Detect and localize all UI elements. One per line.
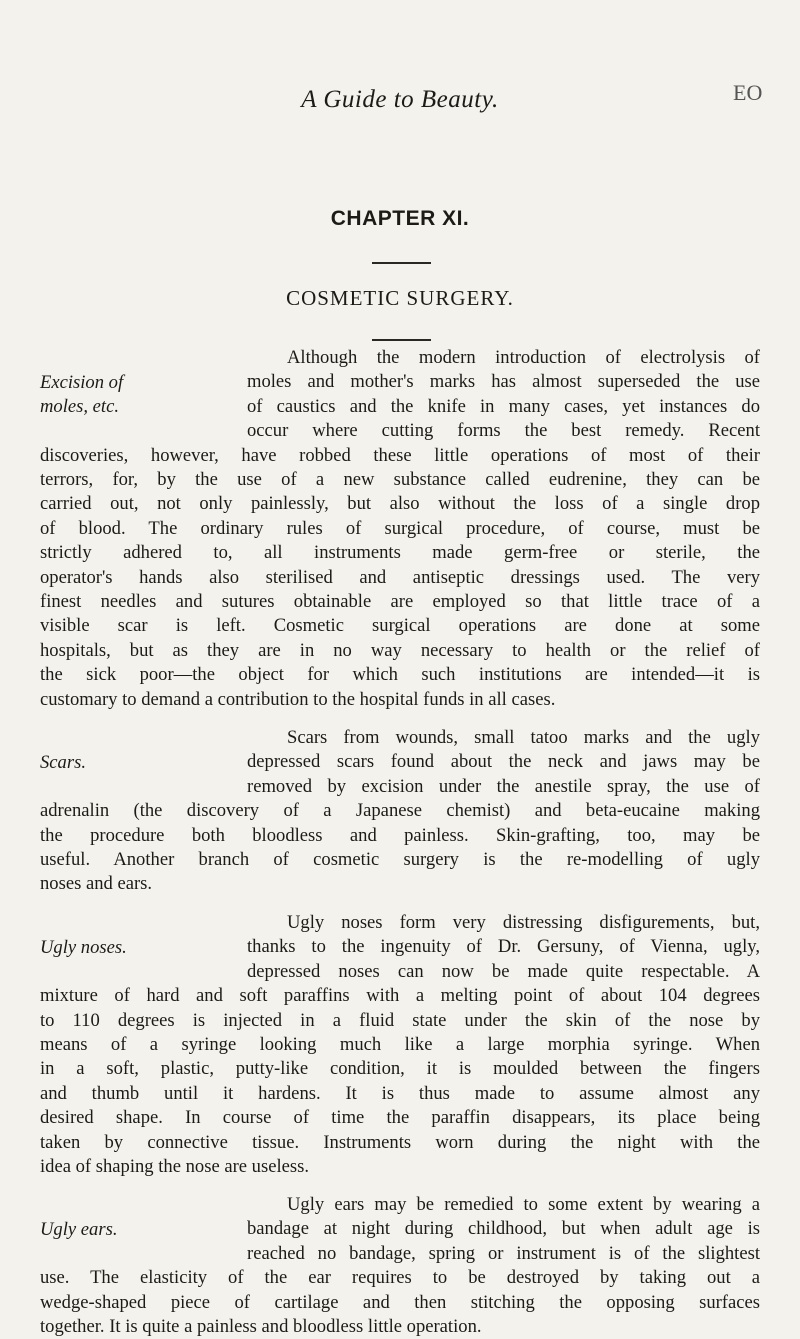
text-line: discoveries, however, have robbed these little operations of most of their bbox=[40, 444, 760, 466]
text-line: use. The elasticity of the ear requires to be destroyed by taking out a bbox=[40, 1267, 760, 1289]
chapter-title: CHAPTER XI. bbox=[330, 207, 470, 230]
text-line: together. It is quite a painless and bloodless little operation. bbox=[40, 1316, 482, 1338]
text-line: adrenalin (the discovery of a Japanese chemist) and beta-eucaine making bbox=[40, 800, 760, 822]
text-line: and thumb until it hardens. It is thus made to assume almost any bbox=[40, 1082, 760, 1104]
text-line: of blood. The ordinary rules of surgical procedure, of course, must be bbox=[40, 517, 760, 539]
text-line: the procedure both bloodless and painless. Skin-grafting, too, may be bbox=[40, 824, 760, 846]
text-line: Scars from wounds, small tatoo marks and the ugly bbox=[287, 727, 760, 748]
text-line: occur where cutting forms the best remedy. Recent bbox=[247, 420, 760, 442]
text-line: hospitals, but as they are in no way necessary to health or the relief of bbox=[40, 639, 760, 661]
side-label: moles, etc. bbox=[40, 396, 119, 417]
text-line: Although the modern introduction of electrolysis of bbox=[287, 347, 760, 368]
divider-rule bbox=[372, 262, 431, 264]
text-line: of caustics and the knife in many cases, yet instances do bbox=[247, 395, 760, 417]
paragraph-ugly-ears bbox=[40, 1193, 760, 1339]
side-label: Scars. bbox=[40, 752, 86, 773]
text-line: strictly adhered to, all instruments made germ-free or sterile, the bbox=[40, 542, 760, 564]
paragraph-ugly-noses bbox=[40, 911, 760, 1179]
text-line: desired shape. In course of time the paraffin disappears, its place being bbox=[40, 1107, 760, 1129]
side-label: Excision of bbox=[40, 372, 124, 393]
text-line: idea of shaping the nose are useless. bbox=[40, 1156, 310, 1178]
text-line: Ugly noses form very distressing disfigurements, but, bbox=[287, 912, 760, 933]
text-line: moles and mother's marks has almost superseded the use bbox=[247, 371, 760, 393]
text-line: wedge-shaped piece of cartilage and then stitching the opposing surfaces bbox=[40, 1291, 760, 1313]
text-line: means of a syringe looking much like a large morphia syringe. When bbox=[40, 1034, 760, 1056]
text-line: bandage at night during childhood, but when adult age is bbox=[247, 1218, 760, 1240]
divider-rule bbox=[372, 339, 431, 341]
text-line: removed by excision under the anestile spray, the use of bbox=[247, 775, 760, 797]
text-line: operator's hands also sterilised and antiseptic dressings used. The very bbox=[40, 566, 760, 588]
text-line: terrors, for, by the use of a new substance called eudrenine, they can be bbox=[40, 469, 760, 491]
text-line: finest needles and sutures obtainable are employed so that little trace of a bbox=[40, 591, 760, 613]
text-line: customary to demand a contribution to the hospital funds in all cases. bbox=[40, 688, 556, 710]
page-number: EO bbox=[733, 80, 763, 105]
section-title: COSMETIC SURGERY. bbox=[286, 286, 514, 310]
text-line: to 110 degrees is injected in a fluid state under the skin of the nose by bbox=[40, 1009, 760, 1031]
paragraph-scars bbox=[40, 726, 760, 897]
text-line: Ugly ears may be remedied to some extent by wearing a bbox=[287, 1194, 760, 1215]
text-line: visible scar is left. Cosmetic surgical operations are done at some bbox=[40, 615, 760, 637]
text-line: in a soft, plastic, putty-like condition, it is moulded between the fingers bbox=[40, 1058, 760, 1080]
text-line: depressed noses can now be made quite respectable. A bbox=[247, 960, 760, 982]
text-line: noses and ears. bbox=[40, 873, 153, 895]
side-label: Ugly ears. bbox=[40, 1219, 118, 1240]
paragraph-excision bbox=[40, 346, 760, 712]
text-line: the sick poor—the object for which such institutions are intended—it is bbox=[40, 664, 760, 686]
text-line: mixture of hard and soft paraffins with a melting point of about 104 degrees bbox=[40, 985, 760, 1007]
text-line: thanks to the ingenuity of Dr. Gersuny, of Vienna, ugly, bbox=[247, 936, 760, 958]
text-line: taken by connective tissue. Instruments worn during the night with the bbox=[40, 1131, 760, 1153]
text-line: reached no bandage, spring or instrument is of the slightest bbox=[247, 1242, 760, 1264]
text-line: depressed scars found about the neck and jaws may be bbox=[247, 751, 760, 773]
text-line: carried out, not only painlessly, but also without the loss of a single drop bbox=[40, 493, 760, 515]
running-head: A Guide to Beauty. bbox=[301, 86, 499, 113]
text-line: useful. Another branch of cosmetic surgery is the re-modelling of ugly bbox=[40, 849, 760, 871]
side-label: Ugly noses. bbox=[40, 937, 127, 958]
